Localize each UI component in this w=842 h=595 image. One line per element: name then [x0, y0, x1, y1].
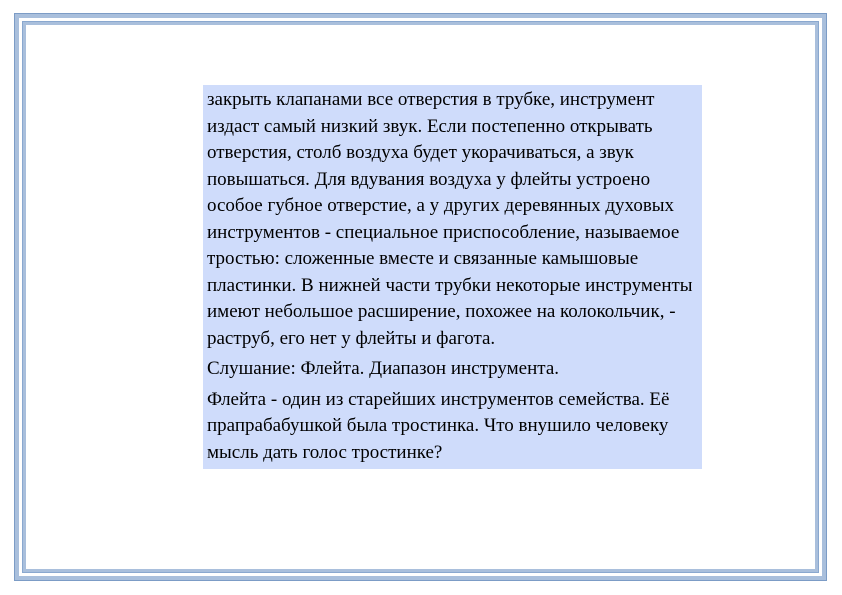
paragraph-flute-mechanics: закрыть клапанами все отверстия в трубке, инструмент издаст самый низкий звук. Если постепенно открывать отверстия, столб воздуха будет укорачиваться, а звук повышаться. Для вдувания воздуха у флейты устроено особое губное отверстие, а у других деревянных духовых инструментов - специальное приспособление, называемое тростью: сложенные вместе и связанные камышовые пластинки. В нижней части трубки некоторые инструменты имеют небольшое расширение, похожее на колокольчик, - раструб, его нет у флейты и фагота.: [207, 89, 693, 349]
text-box: [203, 85, 702, 469]
paragraph-listening: Слушание: Флейта. Диапазон инструмента.: [207, 358, 560, 379]
paragraph-flute-history: Флейта - один из старейших инструментов семейства. Её прапрабабушкой была тростинка. Что внушило человеку мысль дать голос тростинке?: [207, 388, 670, 463]
